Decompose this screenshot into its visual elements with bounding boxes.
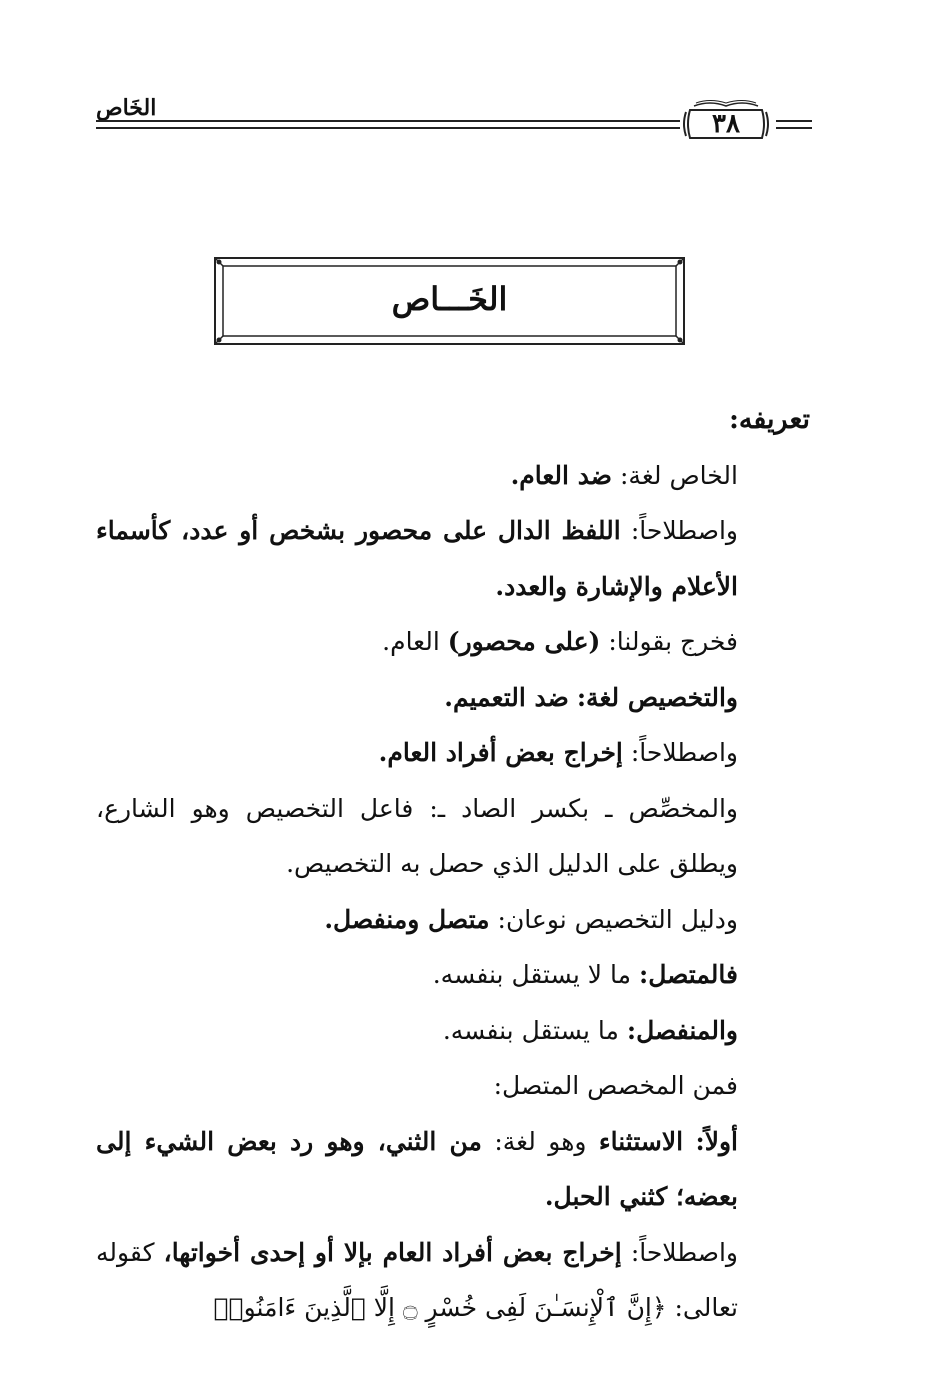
muttasil-label: فالمتصل: bbox=[638, 960, 738, 989]
munfasil-value: ما يستقل بنفسه. bbox=[442, 1015, 619, 1045]
istilah-label: واصطلاحاً: bbox=[630, 516, 738, 545]
muttasil-value: ما لا يستقل بنفسه. bbox=[432, 960, 632, 989]
munfasil-paragraph bbox=[96, 1003, 810, 1059]
section-title-box bbox=[211, 254, 688, 348]
header-rule-right bbox=[776, 120, 812, 129]
page-number-badge bbox=[680, 100, 772, 148]
takhsis-istilah-value: إخراج بعض أفراد العام. bbox=[378, 738, 623, 767]
takhsis-lugha-paragraph bbox=[96, 670, 810, 726]
lugha-label: الخاص لغة: bbox=[620, 460, 738, 490]
lugha-paragraph bbox=[96, 448, 810, 504]
munfasil-label: والمنفصل: bbox=[626, 1015, 738, 1045]
running-header-title: الخَاص bbox=[96, 95, 157, 121]
kharaja-bold: (على محصور) bbox=[447, 627, 601, 656]
section-title: الخَـــاص bbox=[391, 280, 508, 318]
muttasil-paragraph bbox=[96, 947, 810, 1003]
page-body bbox=[96, 392, 810, 1336]
page-number: ٣٨ bbox=[712, 109, 740, 139]
dalil-paragraph bbox=[96, 892, 810, 948]
mukhassis-paragraph: والمخصِّص ـ بكسر الصاد ـ: فاعل التخصيص وهو الشارع، ويطلق على الدليل الذي حصل به التخصيص. bbox=[96, 793, 738, 878]
definition-heading: تعريفه: bbox=[728, 404, 810, 435]
fa-min-paragraph: فمن المخصص المتصل: bbox=[493, 1071, 738, 1100]
dalil-prefix: ودليل التخصيص نوعان: bbox=[497, 904, 738, 934]
kharaja-paragraph bbox=[96, 614, 810, 670]
istithna-istilah-label: واصطلاحاً: bbox=[630, 1237, 738, 1267]
istithna-istilah-paragraph bbox=[96, 1225, 810, 1336]
header-rule bbox=[96, 120, 680, 129]
kharaja-suffix: العام. bbox=[382, 627, 440, 656]
takhsis-lugha-label: والتخصيص لغة: bbox=[576, 682, 738, 712]
takhsis-lugha-value: ضد التعميم. bbox=[444, 682, 569, 712]
ayah-intro: كقوله تعالى: bbox=[96, 1237, 738, 1322]
awwalan-label: أولاً: bbox=[695, 1126, 738, 1156]
istithna-lugha-value: من الثني، وهو رد بعض الشيء إلى بعضه؛ كثني الحبل. bbox=[96, 1126, 738, 1211]
dalil-bold: متصل ومنفصل. bbox=[324, 904, 490, 934]
istilah-paragraph bbox=[96, 503, 810, 614]
takhsis-istilah-paragraph bbox=[96, 725, 810, 781]
istithna-paragraph bbox=[96, 1114, 810, 1225]
istithna-istilah-value: إخراج بعض أفراد العام بإلا أو إحدى أخواتها، bbox=[163, 1237, 622, 1267]
istithna-lugha: وهو لغة: bbox=[494, 1126, 587, 1156]
kharaja-prefix: فخرج بقولنا: bbox=[608, 627, 738, 656]
istilah-value: اللفظ الدال على محصور بشخص أو عدد، كأسماء الأعلام والإشارة والعدد. bbox=[96, 516, 738, 601]
istithna-bold: الاستثناء bbox=[598, 1126, 684, 1156]
ayah-text: ﴿إِنَّ ٱلْإِنسَـٰنَ لَفِى خُسْرٍ ۝ إِلَّا ٱلَّذِينَ ءَامَنُوا۟ bbox=[213, 1293, 667, 1322]
takhsis-istilah-label: واصطلاحاً: bbox=[630, 738, 738, 767]
lugha-value: ضد العام. bbox=[510, 460, 613, 490]
